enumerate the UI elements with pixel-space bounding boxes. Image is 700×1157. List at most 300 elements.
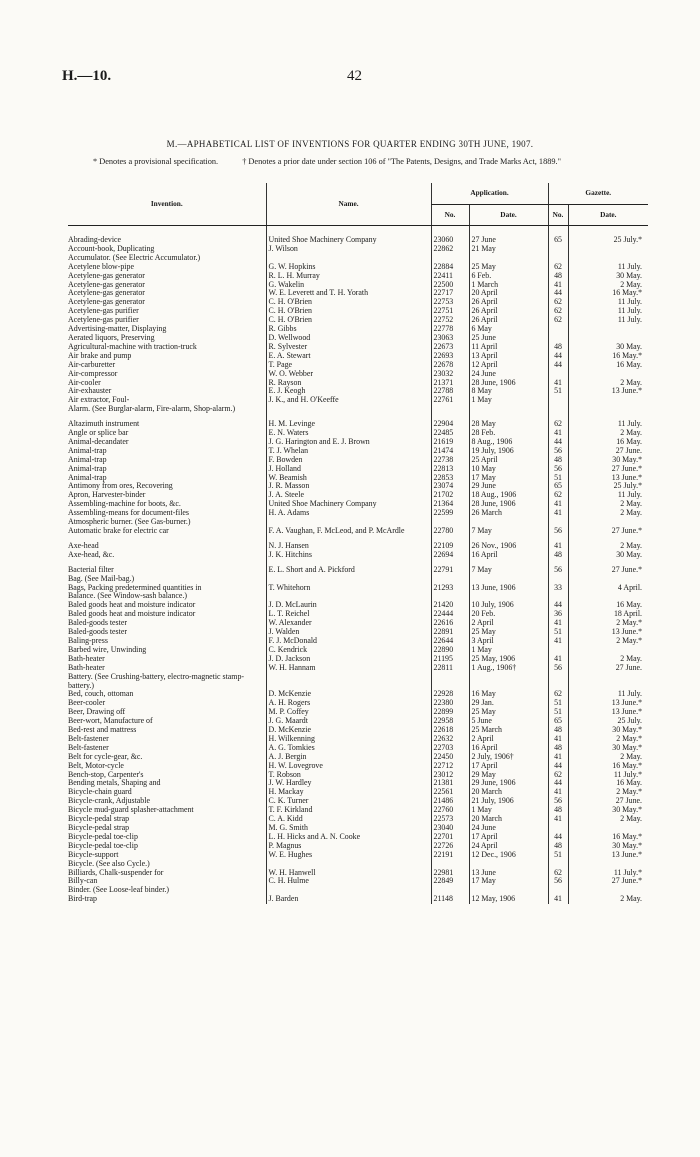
app-date-cell: 20 March <box>469 788 548 797</box>
app-no-cell: 22411 <box>431 272 469 281</box>
gazette-no-cell: 41 <box>548 655 568 664</box>
table-row <box>68 236 648 245</box>
table-row <box>68 726 648 735</box>
gazette-date-cell: 11 July. <box>568 690 648 699</box>
name-cell: L. H. Hicks and A. N. Cooke <box>266 833 431 842</box>
gazette-date-cell: 16 May. <box>568 601 648 610</box>
gazette-date-cell <box>568 334 648 343</box>
table-row <box>68 824 648 833</box>
name-cell: D. Wellwood <box>266 334 431 343</box>
page-code: H.—10. <box>62 68 112 84</box>
app-date-cell: 19 July, 1906 <box>469 447 548 456</box>
name-cell: D. McKenzie <box>266 690 431 699</box>
app-no-cell: 22813 <box>431 465 469 474</box>
name-cell: R. Rayson <box>266 379 431 388</box>
table-row <box>68 456 648 465</box>
gazette-date-cell: 13 June.* <box>568 387 648 396</box>
inventions-table <box>68 183 648 904</box>
app-no-cell: 22599 <box>431 509 469 518</box>
app-date-cell: 27 June <box>469 236 548 245</box>
gazette-no-cell: 41 <box>548 429 568 438</box>
app-date-cell: 1 May <box>469 396 548 405</box>
app-no-cell: 23040 <box>431 824 469 833</box>
invention-cell: Baled goods heat and moisture indicator <box>68 610 196 619</box>
app-date-cell: 24 June <box>469 370 548 379</box>
table-row <box>68 325 648 334</box>
invention-cell: Acetylene-gas purifier <box>68 307 139 316</box>
gazette-date-cell: 16 May.* <box>568 833 648 842</box>
gazette-date-cell: 11 July. <box>568 420 648 429</box>
invention-cell: Acetylene-gas purifier <box>68 316 139 325</box>
app-no-cell: 22811 <box>431 664 469 673</box>
app-no-cell: 21148 <box>431 895 469 904</box>
gazette-no-cell: 41 <box>548 815 568 824</box>
app-no-cell: 22958 <box>431 717 469 726</box>
app-no-cell: 22981 <box>431 869 469 878</box>
app-date-cell: 28 June, 1906 <box>469 500 548 509</box>
app-no-cell: 23032 <box>431 370 469 379</box>
gazette-no-cell: 41 <box>548 895 568 904</box>
gazette-no-cell: 62 <box>548 491 568 500</box>
app-no-cell: 22891 <box>431 628 469 637</box>
invention-cell: Bench-stop, Carpenter's <box>68 770 144 779</box>
invention-cell: Automatic brake for electric car <box>68 527 169 535</box>
table-row <box>68 610 648 619</box>
name-cell: E. L. Short and A. Pickford <box>266 566 431 575</box>
app-no-cell: 22884 <box>431 263 469 272</box>
invention-cell: Bicycle. (See also Cycle.) <box>68 859 150 868</box>
app-date-cell: 1 March <box>469 281 548 290</box>
name-cell: W. E. Hughes <box>266 851 431 860</box>
app-date-cell: 2 April <box>469 735 548 744</box>
gazette-date-cell: 2 May. <box>568 500 648 509</box>
name-cell: J. G. Harington and E. J. Brown <box>266 438 431 447</box>
invention-cell: Billy-can <box>68 877 98 886</box>
app-date-cell: 1 May <box>469 646 548 655</box>
app-date-cell: 28 May <box>469 420 548 429</box>
gazette-no-cell: 51 <box>548 699 568 708</box>
app-no-cell: 22761 <box>431 396 469 405</box>
table-row <box>68 637 648 646</box>
invention-cell: Altazimuth instrument <box>68 420 140 429</box>
name-cell: F. Bowden <box>266 456 431 465</box>
app-date-cell: 12 Dec., 1906 <box>469 851 548 860</box>
invention-cell: Belt-fastener <box>68 734 109 743</box>
app-date-cell: 25 May <box>469 263 548 272</box>
invention-cell: Beer-cooler <box>68 699 106 708</box>
gazette-date-cell: 2 May. <box>568 655 648 664</box>
invention-cell: Air-cooler <box>68 378 101 387</box>
app-date-cell: 18 Aug., 1906 <box>469 491 548 500</box>
app-date-cell: 7 May <box>469 566 548 575</box>
gazette-no-cell: 62 <box>548 307 568 316</box>
app-no-cell: 22644 <box>431 637 469 646</box>
table-row <box>68 601 648 610</box>
table-row <box>68 289 648 298</box>
name-cell: R. Sylvester <box>266 343 431 352</box>
name-cell: F. A. Vaughan, F. McLeod, and P. McArdle <box>266 527 431 536</box>
gazette-no-cell <box>548 245 568 254</box>
table-row <box>68 717 648 726</box>
name-cell: J. G. Maardt <box>266 717 431 726</box>
gazette-date-cell: 18 April. <box>568 610 648 619</box>
app-no-cell: 23060 <box>431 236 469 245</box>
name-cell: H. Wilkenning <box>266 735 431 744</box>
app-date-cell: 13 June <box>469 869 548 878</box>
col-header-gaz-date: Date. <box>568 205 648 226</box>
gazette-date-cell <box>568 646 648 655</box>
invention-cell: Air-carburetter <box>68 360 116 369</box>
invention-cell: Bed, couch, ottoman <box>68 690 134 699</box>
app-no-cell: 22890 <box>431 646 469 655</box>
gazette-no-cell: 48 <box>548 456 568 465</box>
table-row <box>68 833 648 842</box>
gazette-no-cell: 41 <box>548 788 568 797</box>
gazette-date-cell: 2 May.* <box>568 619 648 628</box>
table-row <box>68 307 648 316</box>
gazette-no-cell <box>548 646 568 655</box>
name-cell: N. J. Hansen <box>266 542 431 551</box>
gazette-date-cell: 30 May. <box>568 343 648 352</box>
gazette-no-cell: 33 <box>548 584 568 593</box>
name-cell: H. Mackay <box>266 788 431 797</box>
table-row <box>68 628 648 637</box>
name-cell: J. Walden <box>266 628 431 637</box>
name-cell: J. Wilson <box>266 245 431 254</box>
invention-cell: Beer, Drawing off <box>68 708 126 717</box>
col-header-app-date: Date. <box>469 205 548 226</box>
gazette-date-cell: 30 May.* <box>568 806 648 815</box>
gazette-date-cell: 16 May. <box>568 361 648 370</box>
gazette-no-cell: 44 <box>548 352 568 361</box>
invention-cell: Acetylene-gas generator <box>68 289 145 298</box>
gazette-date-cell: 11 July.* <box>568 869 648 878</box>
app-no-cell: 22712 <box>431 762 469 771</box>
gazette-date-cell: 11 July.* <box>568 771 648 780</box>
name-cell: A. G. Tomkies <box>266 744 431 753</box>
name-cell: W. E. Leverett and T. H. Yorath <box>266 289 431 298</box>
app-no-cell: 22693 <box>431 352 469 361</box>
name-cell: G. Wakelin <box>266 281 431 290</box>
name-cell: T. Robson <box>266 771 431 780</box>
gazette-date-cell: 27 June.* <box>568 877 648 886</box>
app-no-cell: 21702 <box>431 491 469 500</box>
app-date-cell: 7 May <box>469 527 548 536</box>
col-header-gaz-no: No. <box>548 205 568 226</box>
table-row <box>68 465 648 474</box>
invention-cell: Balance. (See Window-sash balance.) <box>68 592 187 601</box>
app-date-cell: 10 May <box>469 465 548 474</box>
app-date-cell: 16 April <box>469 744 548 753</box>
gazette-no-cell: 48 <box>548 551 568 560</box>
gazette-no-cell: 48 <box>548 343 568 352</box>
name-cell: F. J. McDonald <box>266 637 431 646</box>
app-date-cell: 11 April <box>469 343 548 352</box>
gazette-date-cell: 2 May. <box>568 379 648 388</box>
invention-cell: Apron, Harvester-binder <box>68 491 146 500</box>
app-date-cell: 24 June <box>469 824 548 833</box>
invention-cell: Assembling-machine for boots, &c. <box>68 500 181 509</box>
table-row <box>68 263 648 272</box>
name-cell: W. O. Webber <box>266 370 431 379</box>
name-cell: C. H. O'Brien <box>266 316 431 325</box>
table-row <box>68 708 648 717</box>
invention-cell: Bicycle-chain guard <box>68 788 132 797</box>
table-row <box>68 518 648 527</box>
invention-cell: Bags, Packing predetermined quantities in <box>68 583 202 592</box>
gazette-date-cell <box>568 325 648 334</box>
table-row <box>68 352 648 361</box>
gazette-date-cell: 11 July. <box>568 316 648 325</box>
gazette-date-cell: 25 July.* <box>568 236 648 245</box>
name-cell: W. H. Hannam <box>266 664 431 673</box>
app-no-cell: 22904 <box>431 420 469 429</box>
invention-cell: Air-exhauster <box>68 387 112 396</box>
invention-cell: Battery. (See Crushing-battery, electro-magnetic stamp-battery.) <box>68 672 245 690</box>
name-cell: T. Page <box>266 361 431 370</box>
gazette-no-cell: 44 <box>548 762 568 771</box>
invention-cell: Animal-decandater <box>68 437 129 446</box>
name-cell: H. W. Lovegrove <box>266 762 431 771</box>
invention-cell: Bicycle-support <box>68 850 119 859</box>
invention-cell: Acetylene-gas generator <box>68 298 145 307</box>
invention-cell: Bicycle-pedal toe-clip <box>68 832 138 841</box>
invention-cell: Belt for cycle-gear, &c. <box>68 752 143 761</box>
app-date-cell: 20 April <box>469 289 548 298</box>
name-cell: C. H. O'Brien <box>266 298 431 307</box>
app-no-cell: 22751 <box>431 307 469 316</box>
table-row <box>68 735 648 744</box>
table-row <box>68 447 648 456</box>
app-no-cell: 21486 <box>431 797 469 806</box>
invention-cell: Angle or splice bar <box>68 429 129 438</box>
app-date-cell: 17 April <box>469 762 548 771</box>
app-no-cell: 22673 <box>431 343 469 352</box>
app-no-cell: 22500 <box>431 281 469 290</box>
app-date-cell: 25 May, 1906 <box>469 655 548 664</box>
table-row <box>68 779 648 788</box>
app-no-cell: 21371 <box>431 379 469 388</box>
name-cell: D. McKenzie <box>266 726 431 735</box>
name-cell: J. Holland <box>266 465 431 474</box>
name-cell: J. K., and H. O'Keeffe <box>266 396 431 405</box>
name-cell: J. D. McLaurin <box>266 601 431 610</box>
app-no-cell: 22778 <box>431 325 469 334</box>
gazette-date-cell: 16 May. <box>568 779 648 788</box>
invention-cell: Acetylene blow-pipe <box>68 262 134 271</box>
gazette-no-cell: 62 <box>548 420 568 429</box>
gazette-no-cell: 56 <box>548 566 568 575</box>
app-no-cell: 21381 <box>431 779 469 788</box>
name-cell: H. A. Adams <box>266 509 431 518</box>
app-no-cell: 22444 <box>431 610 469 619</box>
app-date-cell: 12 April <box>469 361 548 370</box>
app-date-cell: 29 May <box>469 771 548 780</box>
gazette-date-cell: 13 June.* <box>568 474 648 483</box>
gazette-no-cell: 51 <box>548 708 568 717</box>
gazette-no-cell: 44 <box>548 438 568 447</box>
name-cell: T. Whitehorn <box>266 584 431 593</box>
app-date-cell: 21 May <box>469 245 548 254</box>
table-row <box>68 690 648 699</box>
invention-cell: Axe-head, &c. <box>68 550 115 559</box>
name-cell: A. J. Bergin <box>266 753 431 762</box>
gazette-date-cell <box>568 396 648 405</box>
app-no-cell: 21474 <box>431 447 469 456</box>
app-date-cell: 26 April <box>469 307 548 316</box>
app-no-cell: 22849 <box>431 877 469 886</box>
name-cell: R. Gibbs <box>266 325 431 334</box>
name-cell: J. K. Hitchins <box>266 551 431 560</box>
invention-cell: Abrading-device <box>68 236 122 244</box>
table-row <box>68 316 648 325</box>
name-cell: L. T. Reichel <box>266 610 431 619</box>
invention-cell: Alarm. (See Burglar-alarm, Fire-alarm, Shop-alarm.) <box>68 405 236 414</box>
table-row <box>68 281 648 290</box>
gazette-no-cell <box>548 370 568 379</box>
app-no-cell: 22760 <box>431 806 469 815</box>
app-date-cell: 25 May <box>469 628 548 637</box>
table-row <box>68 815 648 824</box>
table-row <box>68 753 648 762</box>
col-header-gazette: Gazette. <box>548 183 648 205</box>
app-no-cell: 23074 <box>431 482 469 491</box>
gazette-no-cell: 56 <box>548 664 568 673</box>
name-cell: M. G. Smith <box>266 824 431 833</box>
gazette-no-cell: 41 <box>548 509 568 518</box>
gazette-date-cell: 11 July. <box>568 298 648 307</box>
app-no-cell: 23063 <box>431 334 469 343</box>
app-no-cell: 22753 <box>431 298 469 307</box>
name-cell: T. J. Whelan <box>266 447 431 456</box>
gazette-date-cell: 27 June. <box>568 797 648 806</box>
table-row <box>68 860 648 869</box>
table-row <box>68 771 648 780</box>
app-date-cell: 6 Feb. <box>469 272 548 281</box>
app-date-cell: 12 May, 1906 <box>469 895 548 904</box>
table-row <box>68 361 648 370</box>
gazette-no-cell: 51 <box>548 387 568 396</box>
app-no-cell: 22780 <box>431 527 469 536</box>
app-date-cell: 28 June, 1906 <box>469 379 548 388</box>
app-date-cell: 8 May <box>469 387 548 396</box>
app-no-cell: 21293 <box>431 584 469 593</box>
invention-cell: Bicycle-crank, Adjustable <box>68 797 150 806</box>
name-cell: C. A. Kidd <box>266 815 431 824</box>
table-row <box>68 438 648 447</box>
app-date-cell: 25 March <box>469 726 548 735</box>
gazette-no-cell: 56 <box>548 447 568 456</box>
table-body <box>68 226 648 905</box>
gazette-date-cell: 4 April. <box>568 584 648 593</box>
app-no-cell: 22632 <box>431 735 469 744</box>
gazette-date-cell <box>568 245 648 254</box>
col-header-name: Name. <box>266 183 431 226</box>
name-cell: R. L. H. Murray <box>266 272 431 281</box>
app-date-cell: 17 May <box>469 474 548 483</box>
table-row <box>68 551 648 560</box>
table-row <box>68 673 648 691</box>
gazette-date-cell: 27 June.* <box>568 527 648 536</box>
col-header-invention: Invention. <box>68 183 266 226</box>
invention-cell: Animal-trap <box>68 446 107 455</box>
app-no-cell: 22694 <box>431 551 469 560</box>
invention-cell: Animal-trap <box>68 455 107 464</box>
app-no-cell: 22450 <box>431 753 469 762</box>
page-number: 42 <box>347 68 362 84</box>
table-row <box>68 869 648 878</box>
invention-cell: Bicycle-pedal strap <box>68 824 130 832</box>
table-row <box>68 379 648 388</box>
gazette-no-cell: 44 <box>548 361 568 370</box>
prior-date-note: † Denotes a prior date under section 106 of "The Patents, Designs, and Trade Marks Act, 1889." <box>242 157 561 166</box>
gazette-no-cell: 41 <box>548 500 568 509</box>
app-no-cell: 22191 <box>431 851 469 860</box>
gazette-date-cell: 2 May. <box>568 429 648 438</box>
gazette-no-cell: 41 <box>548 753 568 762</box>
gazette-no-cell: 65 <box>548 236 568 245</box>
gazette-no-cell: 65 <box>548 482 568 491</box>
name-cell: United Shoe Machinery Company <box>266 500 431 509</box>
gazette-date-cell: 2 May.* <box>568 788 648 797</box>
name-cell: J. W. Hardley <box>266 779 431 788</box>
gazette-date-cell: 2 May.* <box>568 735 648 744</box>
table-row <box>68 542 648 551</box>
gazette-no-cell: 56 <box>548 465 568 474</box>
app-date-cell: 26 April <box>469 298 548 307</box>
table-row <box>68 509 648 518</box>
app-date-cell: 25 June <box>469 334 548 343</box>
name-cell: W. Alexander <box>266 619 431 628</box>
table-row <box>68 474 648 483</box>
table-row <box>68 500 648 509</box>
table-row <box>68 482 648 491</box>
app-date-cell: 13 June, 1906 <box>469 584 548 593</box>
invention-cell: Bicycle-pedal toe-clip <box>68 841 138 850</box>
gazette-date-cell: 11 July. <box>568 307 648 316</box>
name-cell: W. Beamish <box>266 474 431 483</box>
gazette-date-cell: 30 May.* <box>568 726 648 735</box>
app-no-cell: 22788 <box>431 387 469 396</box>
table-row <box>68 254 648 263</box>
table-row <box>68 592 648 601</box>
app-date-cell: 13 April <box>469 352 548 361</box>
table-row <box>68 387 648 396</box>
table-row <box>68 272 648 281</box>
invention-cell: Animal-trap <box>68 473 107 482</box>
gazette-date-cell: 11 July. <box>568 263 648 272</box>
name-cell: E. N. Waters <box>266 429 431 438</box>
name-cell: E. J. Keogh <box>266 387 431 396</box>
gazette-date-cell: 16 May.* <box>568 762 648 771</box>
gazette-date-cell: 16 May.* <box>568 352 648 361</box>
gazette-date-cell: 2 May. <box>568 753 648 762</box>
name-cell: H. M. Levinge <box>266 420 431 429</box>
gazette-no-cell: 62 <box>548 316 568 325</box>
app-no-cell: 22791 <box>431 566 469 575</box>
gazette-no-cell: 36 <box>548 610 568 619</box>
table-row <box>68 788 648 797</box>
gazette-date-cell: 2 May. <box>568 281 648 290</box>
gazette-no-cell: 62 <box>548 771 568 780</box>
gazette-no-cell: 62 <box>548 298 568 307</box>
gazette-no-cell: 51 <box>548 474 568 483</box>
gazette-date-cell: 27 June. <box>568 664 648 673</box>
gazette-date-cell: 16 May.* <box>568 289 648 298</box>
app-no-cell: 22561 <box>431 788 469 797</box>
name-cell: United Shoe Machinery Company <box>266 236 431 245</box>
gazette-no-cell <box>548 824 568 833</box>
